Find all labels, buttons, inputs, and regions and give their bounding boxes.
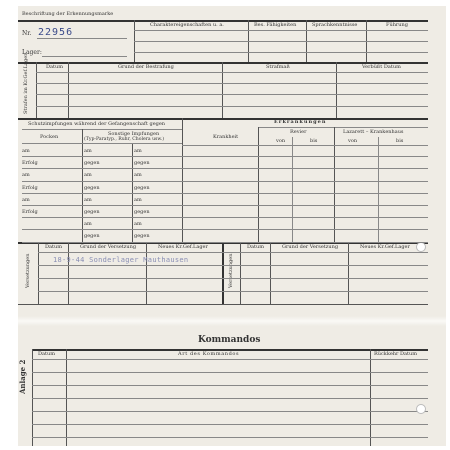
- sonstige-sub-header: (Typ-Paratyp., Ruhr, Cholera usw.): [84, 137, 165, 142]
- versetzungen-side-label-left: Versetzungen: [25, 253, 31, 288]
- prisoner-record-card: [18, 6, 446, 446]
- versetzungen-side-label-right: Versetzungen: [228, 253, 234, 288]
- impf-cell-r7-c1: gegen: [84, 233, 100, 240]
- impf-row-rule: [22, 168, 428, 169]
- kommandos-row-5: [32, 411, 428, 412]
- impf-row-rule: [22, 181, 428, 182]
- lazarett-bis: bis: [396, 138, 404, 144]
- impf-row-rule: [22, 205, 428, 206]
- impf-cell-r4-c0: am: [22, 196, 30, 203]
- strafen-datum-header: Datum: [46, 64, 63, 70]
- impf-cell-r5-c0: Erfolg: [22, 209, 38, 215]
- strafen-verbuesst-header: Verbüßt Datum: [362, 64, 401, 70]
- impf-cell-r0-c2: am: [134, 148, 142, 154]
- impf-cell-r6-c2: am: [134, 221, 142, 228]
- impf-cell-r7-c2: gegen: [134, 233, 150, 240]
- punch-hole-upper: [416, 242, 426, 252]
- revier-von: von: [276, 138, 286, 144]
- kommandos-row-7: [32, 437, 428, 438]
- erk-col-2: [292, 137, 293, 242]
- impf-header-rule: [22, 143, 182, 144]
- impf-cell-r5-c1: gegen: [84, 209, 100, 215]
- impf-cell-r1-c2: gegen: [134, 160, 150, 167]
- impf-cell-r2-c1: am: [84, 172, 92, 179]
- vers-l-neues-lager: Neues Kr.Gef.Lager: [158, 244, 208, 250]
- erk-col-4: [378, 137, 379, 242]
- impf-title-rule: [22, 129, 182, 130]
- impf-cell-r1-c1: gegen: [84, 160, 100, 167]
- impf-cell-r3-c0: Erfolg: [22, 184, 38, 191]
- strafen-side-label: Strafen im Kr.Gef.Lager: [23, 53, 29, 114]
- erk-header-rule: [182, 145, 428, 146]
- kommandos-art-header: Art des Kommandos: [178, 351, 240, 357]
- vers-r-neues-lager: Neues Kr.Gef.Lager: [360, 244, 410, 250]
- transfer-stamp-entry: 18-9-44 Sonderlager Mauthausen: [53, 256, 189, 264]
- strafen-col-1: [68, 62, 69, 118]
- impf-cell-r5-c2: gegen: [134, 209, 150, 215]
- kommandos-row-6: [32, 424, 428, 425]
- pocken-header: Pocken: [40, 134, 59, 140]
- vers-bottom-rule: [18, 304, 428, 305]
- fuehrung-header: Führung: [386, 22, 408, 28]
- kommandos-row-3: [32, 385, 428, 386]
- revier-bis: bis: [310, 138, 318, 144]
- lager-underline: [42, 56, 127, 57]
- vers-l-grund: Grund der Versetzung: [80, 244, 137, 250]
- strafen-row-2: [36, 83, 428, 84]
- faehigkeiten-header: Bes. Fähigkeiten: [254, 22, 297, 28]
- impf-cell-r0-c0: am: [22, 148, 30, 154]
- erkrankungen-title: Erkrankungen: [274, 119, 327, 125]
- impf-cell-r6-c1: am: [84, 221, 92, 228]
- strafen-col-3: [336, 62, 337, 118]
- sonstige-header: Sonstige Impfungen: [108, 131, 160, 137]
- impf-cell-r4-c2: am: [134, 196, 142, 203]
- prisoner-number: 22956: [38, 27, 74, 38]
- charakter-header: Charaktereigenschaften u. a.: [150, 22, 224, 28]
- lazarett-von: von: [348, 138, 358, 144]
- lager-label: Lager:: [22, 49, 42, 56]
- vers-row-4: [38, 291, 428, 292]
- impf-cell-r1-c0: Erfolg: [22, 160, 38, 167]
- kommandos-row-4: [32, 398, 428, 399]
- punch-hole-lower: [416, 404, 426, 414]
- erk-title-rule: [258, 127, 428, 128]
- vers-row-3: [38, 278, 428, 279]
- krankheit-header: Krankheit: [213, 134, 239, 140]
- vers-r-grund: Grund der Versetzung: [282, 244, 339, 250]
- kommandos-title: Kommandos: [198, 335, 261, 345]
- revier-header: Revier: [290, 129, 307, 135]
- strafen-row-4: [36, 106, 428, 107]
- impf-cell-r0-c1: am: [84, 148, 92, 154]
- vers-row-1: [38, 252, 428, 253]
- sprachkenntnisse-header: Sprachkenntnisse: [312, 22, 358, 28]
- impf-row-rule: [22, 242, 428, 243]
- beschriftung-label: Beschriftung der Erkennungsmarke: [22, 11, 114, 17]
- nr-underline: [37, 38, 127, 39]
- impf-row-rule: [22, 193, 428, 194]
- paper-fold: [18, 316, 446, 326]
- kommandos-row-1: [32, 359, 428, 360]
- kommandos-row-2: [32, 372, 428, 373]
- strafen-row-1: [36, 72, 428, 73]
- kommandos-datum-header: Datum: [38, 351, 55, 357]
- strafen-row-3: [36, 94, 428, 95]
- anlage-label: Anlage 2: [18, 359, 27, 394]
- impf-row-rule: [22, 156, 428, 157]
- header-subrule-3: [134, 52, 428, 53]
- impf-cell-r4-c1: am: [84, 196, 92, 203]
- vers-row-2: [38, 265, 428, 266]
- header-subrule-2: [134, 41, 428, 42]
- nr-label: Nr.: [22, 30, 32, 37]
- impf-row-rule: [22, 217, 428, 218]
- strafen-strafmass-header: Strafmaß: [266, 64, 290, 70]
- impf-col-1: [82, 129, 83, 242]
- kommandos-rueckkehr-header: Rückkehr Datum: [374, 351, 417, 357]
- lazarett-header: Lazarett – Krankenhaus: [343, 129, 404, 135]
- impf-cell-r3-c2: gegen: [134, 184, 150, 191]
- impfungen-title: Schutzimpfungen während der Gefangenschaft gegen: [28, 121, 166, 127]
- impf-row-rule: [22, 229, 428, 230]
- vers-l-datum: Datum: [45, 244, 62, 250]
- impf-cell-r3-c1: gegen: [84, 184, 100, 191]
- strafen-col-0: [36, 62, 37, 118]
- impf-top-rule: [18, 118, 428, 120]
- header-subrule-1: [134, 30, 428, 31]
- strafen-grund-header: Grund der Bestrafung: [118, 64, 174, 70]
- impf-cell-r2-c0: am: [22, 172, 30, 179]
- strafen-col-2: [222, 62, 223, 118]
- impf-cell-r2-c2: am: [134, 172, 142, 179]
- vers-r-datum: Datum: [247, 244, 264, 250]
